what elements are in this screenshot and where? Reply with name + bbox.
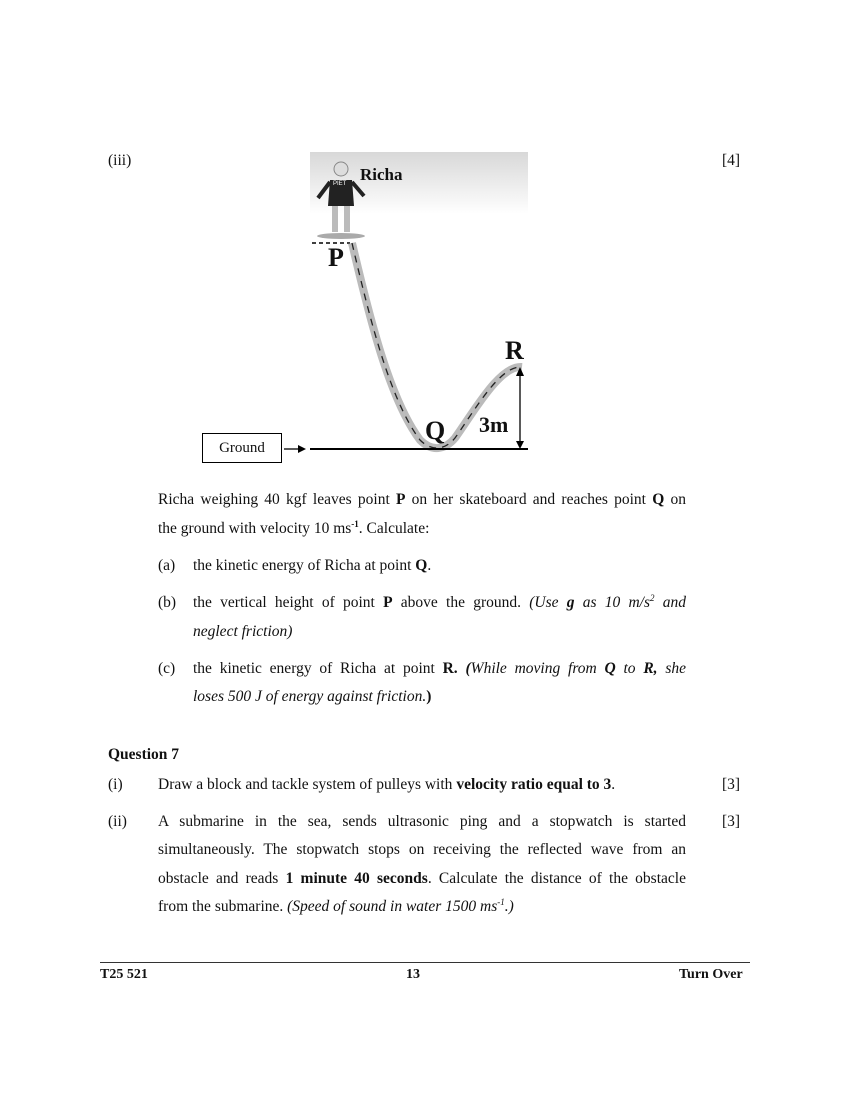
point-q-label: Q — [425, 416, 446, 445]
text: Draw a block and tackle system of pulleys with — [158, 776, 457, 793]
part-label: (iii) — [108, 152, 132, 169]
text: . — [427, 557, 432, 574]
text: P — [383, 594, 393, 611]
turn-over: Turn Over — [679, 967, 743, 982]
marks: [4] — [722, 152, 741, 169]
text: R. — [442, 660, 458, 677]
text: Q — [652, 491, 665, 508]
text: to — [615, 660, 644, 677]
text: . — [611, 776, 616, 793]
text: Q — [604, 660, 616, 677]
text: . Calculate the distance of the obstacle — [427, 870, 686, 887]
richa-label: Richa — [360, 165, 403, 184]
paper-code: T25 521 — [100, 967, 148, 982]
subpart-b-text — [193, 594, 686, 612]
text: the ground with velocity 10 ms — [158, 520, 352, 537]
text: . Calculate: — [358, 520, 430, 537]
subpart-c-text-2 — [193, 688, 431, 706]
text: 1 minute 40 seconds — [285, 870, 428, 887]
text: P — [395, 491, 406, 508]
text: (Speed of sound in water 1500 ms — [287, 898, 498, 915]
text: Q — [415, 557, 428, 574]
point-r-label: R — [505, 336, 524, 365]
text: neglect friction) — [193, 623, 293, 640]
text: R, — [643, 660, 658, 677]
text: Richa weighing 40 kgf leaves point — [158, 491, 396, 508]
skater-icon — [317, 162, 365, 239]
subpart-b-text-2 — [193, 623, 292, 641]
intro-line-1 — [158, 491, 686, 509]
q7-ii-marks: [3] — [722, 813, 741, 830]
text: velocity ratio equal to 3 — [456, 776, 612, 793]
text: g — [566, 594, 575, 611]
point-p-label: P — [328, 243, 344, 272]
superscript: -1 — [351, 519, 359, 529]
q7-ii-line-4 — [158, 898, 514, 916]
text: ) — [426, 688, 432, 705]
q7-i-text — [158, 776, 615, 794]
subpart-c-label: (c) — [158, 660, 176, 677]
q7-i-marks: [3] — [722, 776, 741, 793]
subpart-c-text — [193, 660, 686, 678]
text: the vertical height of point — [193, 594, 384, 611]
text: from the submarine. — [158, 898, 288, 915]
superscript: -1 — [497, 897, 505, 907]
footer-rule — [100, 962, 750, 963]
text: (Use — [529, 594, 567, 611]
text: as 10 m/s — [574, 594, 650, 611]
text: ( — [465, 660, 471, 677]
text: obstacle and reads — [158, 870, 286, 887]
superscript: 2 — [650, 593, 655, 603]
height-label: 3m — [479, 412, 509, 437]
page-number: 13 — [406, 967, 420, 982]
subpart-a-text — [193, 557, 431, 575]
text: on her skateboard and reaches point — [405, 491, 653, 508]
text: above the ground. — [392, 594, 530, 611]
text: the kinetic energy of Richa at point — [193, 557, 416, 574]
text: and — [654, 594, 686, 611]
question-7-title: Question 7 — [108, 746, 180, 763]
q7-ii-line-1: A submarine in the sea, sends ultrasonic ping and a stopwatch is started — [158, 813, 686, 830]
intro-line-2 — [158, 520, 429, 538]
text: .) — [504, 898, 514, 915]
ground-label: Ground — [202, 433, 282, 463]
shirt-text: PIET — [333, 181, 347, 187]
text: on — [664, 491, 687, 508]
subpart-b-label: (b) — [158, 594, 177, 611]
q7-ii-line-2: simultaneously. The stopwatch stops on receiving the reflected wave from an — [158, 841, 686, 858]
text: loses 500 J of energy against friction. — [193, 688, 427, 705]
q7-ii-label: (ii) — [108, 813, 127, 830]
text: the kinetic energy of Richa at point — [193, 660, 443, 677]
text: While moving from — [470, 660, 605, 677]
text: she — [657, 660, 686, 677]
track-diagram — [0, 0, 850, 470]
q7-ii-line-3 — [158, 870, 686, 888]
subpart-a-label: (a) — [158, 557, 176, 574]
q7-i-label: (i) — [108, 776, 123, 793]
